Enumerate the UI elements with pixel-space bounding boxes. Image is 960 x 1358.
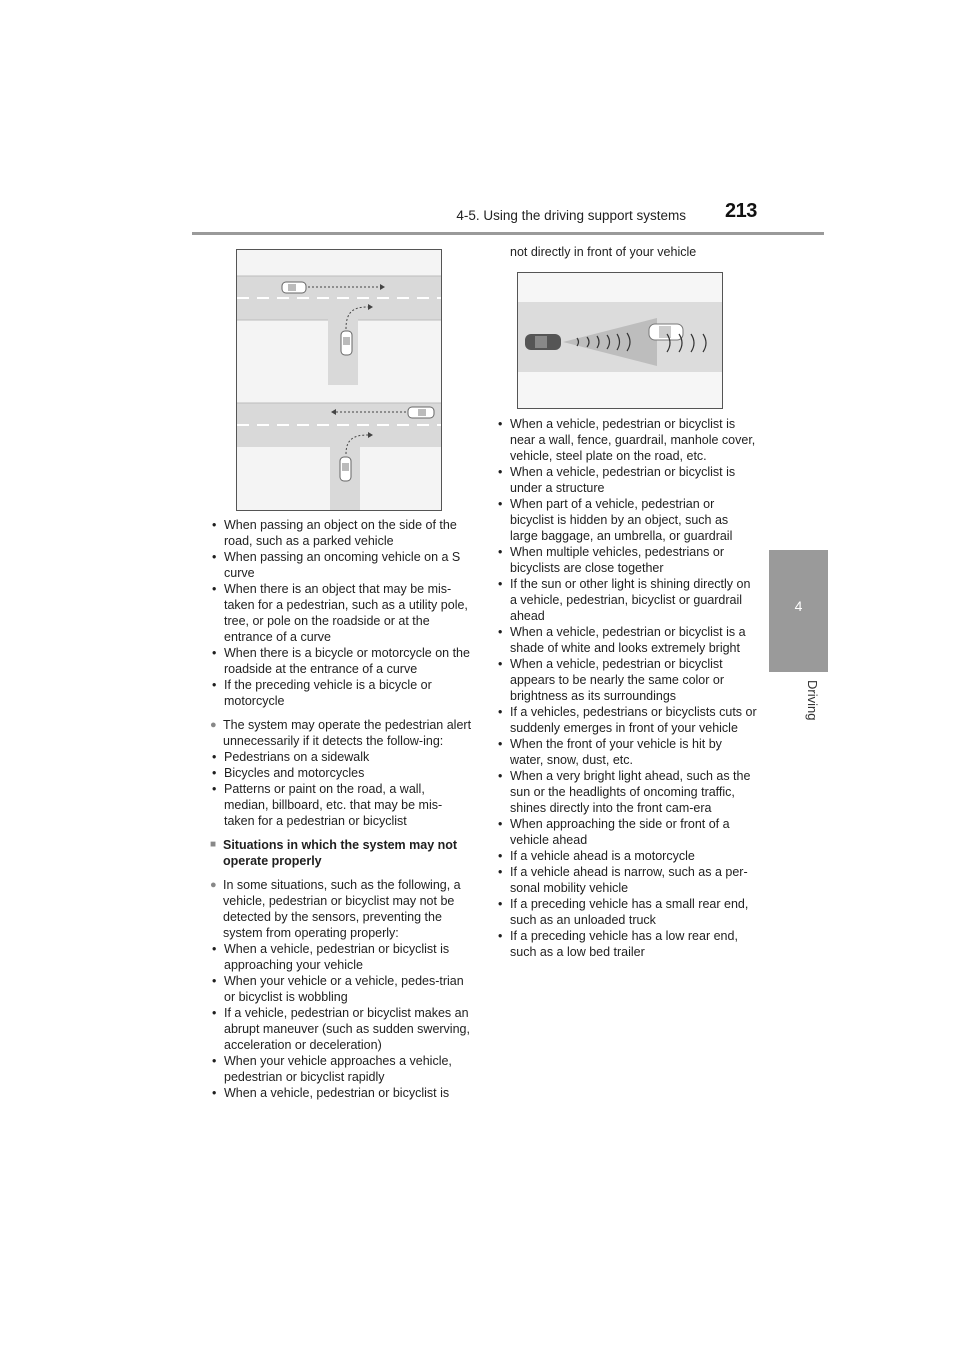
header-rule bbox=[192, 232, 824, 235]
list-item: • When part of a vehicle, pedestrian or bicyclist is hidden by an object, such as large baggage, an umbrella, or guardrail bbox=[496, 496, 758, 544]
list-item: • When multiple vehicles, pedestrians or bicyclists are close together bbox=[496, 544, 758, 576]
list-item: • If a vehicles, pedestrians or bicyclists cuts or suddenly emerges in front of your vehicle bbox=[496, 704, 758, 736]
list-item: • When a very bright light ahead, such as the sun or the headlights of oncoming traffic, shines directly into the front cam-era bbox=[496, 768, 758, 816]
road-scenarios-illustration bbox=[236, 249, 442, 511]
right-column bbox=[496, 416, 758, 960]
car-icon bbox=[282, 282, 306, 293]
car-icon bbox=[341, 331, 352, 355]
vehicle-ahead-icon bbox=[649, 324, 683, 340]
note-paragraph: ● In some situations, such as the following, a vehicle, pedestrian or bicyclist may not be detected by the sensors, preventing the system from operating properly: bbox=[210, 877, 472, 941]
page-number: 213 bbox=[725, 200, 757, 222]
list-item: • When there is an object that may be mis-taken for a pedestrian, such as a utility pole, tree, or pole on the roadside or at the entrance of a curve bbox=[210, 581, 472, 645]
list-item: • If a vehicle, pedestrian or bicyclist makes an abrupt maneuver (such as sudden swerving, acceleration or deceleration) bbox=[210, 1005, 472, 1053]
list-item: • When a vehicle, pedestrian or bicyclist is under a structure bbox=[496, 464, 758, 496]
list-item: • Patterns or paint on the road, a wall, median, billboard, etc. that may be mis-taken for a pedestrian or bicyclist bbox=[210, 781, 472, 829]
list-item: • When a vehicle, pedestrian or bicyclist is approaching your vehicle bbox=[210, 941, 472, 973]
list-item: • If the sun or other light is shining directly on a vehicle, pedestrian, bicyclist or guardrail ahead bbox=[496, 576, 758, 624]
list-item: • When the front of your vehicle is hit by water, snow, dust, etc. bbox=[496, 736, 758, 768]
list-item: • When a vehicle, pedestrian or bicyclist is near a wall, fence, guardrail, manhole cover, vehicle, steel plate on the road, etc. bbox=[496, 416, 758, 464]
list-item: • When passing an object on the side of the road, such as a parked vehicle bbox=[210, 517, 472, 549]
list-item: • Bicycles and motorcycles bbox=[210, 765, 472, 781]
chapter-number: 4 bbox=[794, 598, 803, 614]
list-item: • When approaching the side or front of a vehicle ahead bbox=[496, 816, 758, 848]
list-item: • If a vehicle ahead is a motorcycle bbox=[496, 848, 758, 864]
section-heading: ■ Situations in which the system may not operate properly bbox=[210, 837, 472, 869]
car-icon bbox=[408, 407, 434, 418]
list-item: • If the preceding vehicle is a bicycle or motorcycle bbox=[210, 677, 472, 709]
left-column bbox=[210, 517, 472, 1101]
chapter-tab[interactable] bbox=[769, 550, 828, 672]
list-item: • When a vehicle, pedestrian or bicyclist appears to be nearly the same color or brightness as its surroundings bbox=[496, 656, 758, 704]
list-item: • If a preceding vehicle has a small rear end, such as an unloaded truck bbox=[496, 896, 758, 928]
list-item: • When a vehicle, pedestrian or bicyclist is bbox=[210, 1085, 472, 1101]
car-icon bbox=[525, 334, 561, 350]
continued-text: not directly in front of your vehicle bbox=[510, 245, 697, 259]
section-title: 4-5. Using the driving support systems bbox=[456, 208, 686, 223]
list-item: • When your vehicle or a vehicle, pedes-trian or bicyclist is wobbling bbox=[210, 973, 472, 1005]
list-item: • When there is a bicycle or motorcycle on the roadside at the entrance of a curve bbox=[210, 645, 472, 677]
list-item: • When passing an oncoming vehicle on a S curve bbox=[210, 549, 472, 581]
car-icon bbox=[340, 457, 351, 481]
chapter-label-text: Driving bbox=[805, 680, 820, 721]
list-item: • If a preceding vehicle has a low rear end, such as a low bed trailer bbox=[496, 928, 758, 960]
sensor-detection-illustration bbox=[517, 272, 723, 409]
list-item: • If a vehicle ahead is narrow, such as a per-sonal mobility vehicle bbox=[496, 864, 758, 896]
list-item: • When your vehicle approaches a vehicle, pedestrian or bicyclist rapidly bbox=[210, 1053, 472, 1085]
list-item: • When a vehicle, pedestrian or bicyclist is a shade of white and looks extremely bright bbox=[496, 624, 758, 656]
note-paragraph: ● The system may operate the pedestrian alert unnecessarily if it detects the follow-ing: bbox=[210, 717, 472, 749]
list-item: • Pedestrians on a sidewalk bbox=[210, 749, 472, 765]
chapter-label bbox=[768, 680, 828, 740]
